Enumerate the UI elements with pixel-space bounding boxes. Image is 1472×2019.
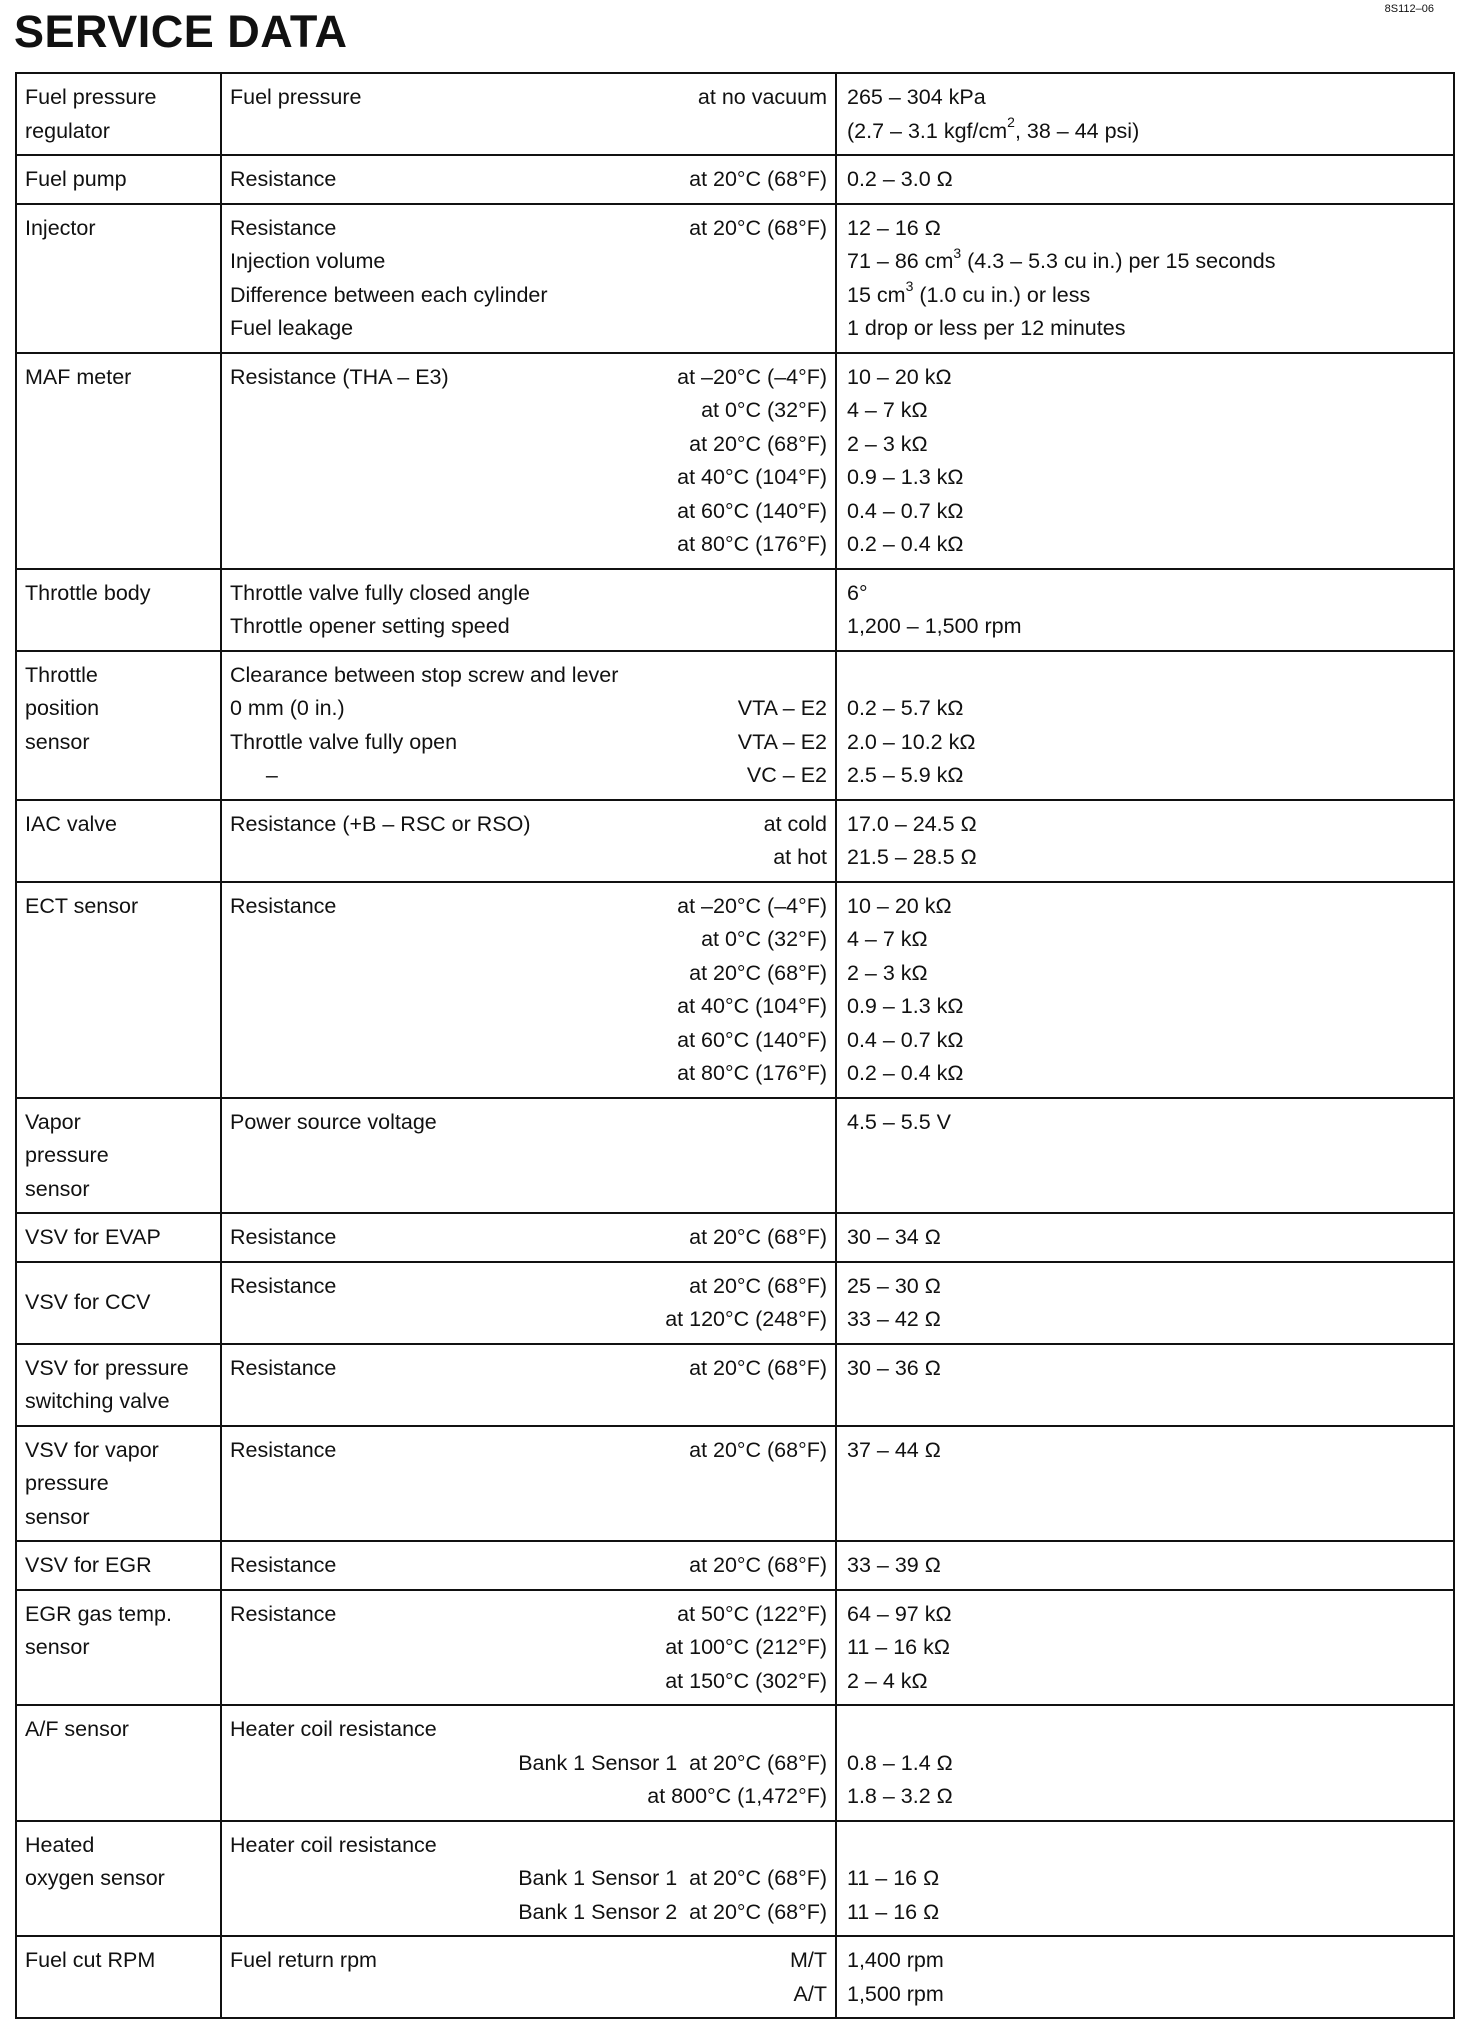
spec-value-superscript: 2: [1007, 114, 1015, 131]
value-cell: [836, 569, 1454, 651]
spec-value: 0.2 – 0.4 kΩ: [847, 1061, 964, 1085]
spec-value: [847, 245, 1445, 279]
spec-line: [230, 692, 827, 726]
component-name: VSV for CCV: [25, 1290, 151, 1315]
spec-line: [230, 81, 827, 115]
table-row: [16, 1262, 1454, 1344]
spec-value: 0.4 – 0.7 kΩ: [847, 1027, 964, 1052]
spec-value: 6°: [847, 580, 868, 605]
table-row: [16, 73, 1454, 155]
spec-value: [847, 279, 1445, 313]
spec-value-part: (1.0 cu in.) or less: [913, 282, 1091, 307]
component-name: sensor: [25, 1176, 90, 1201]
spec-line: [230, 245, 827, 279]
spec-condition: at 80°C (176°F): [677, 1061, 827, 1085]
spec-item: Throttle valve fully open: [230, 729, 458, 754]
spec-line: [230, 528, 827, 562]
spec-item: Heater coil resistance: [230, 1832, 437, 1857]
table-row: [16, 1821, 1454, 1937]
value-cell: [836, 353, 1454, 569]
spec-value: 33 – 39 Ω: [847, 1553, 941, 1577]
spec-line: [230, 361, 827, 395]
spec-condition: at 60°C (140°F): [677, 1027, 827, 1052]
spec-line: [230, 1221, 827, 1255]
spec-value-part: 71 – 86 cm: [847, 249, 954, 273]
component-name: Injector: [25, 215, 96, 240]
spec-condition: at 20°C (68°F): [689, 1553, 827, 1577]
spec-line: [230, 1303, 827, 1337]
component-cell: [16, 882, 221, 1098]
value-cell: [836, 1213, 1454, 1262]
spec-line: [230, 841, 827, 875]
component-name: MAF meter: [25, 364, 132, 389]
spec-item: Clearance between stop screw and lever: [230, 662, 619, 687]
spec-line: [230, 1713, 827, 1747]
spec-value-part: (2.7 – 3.1 kgf/cm: [847, 118, 1008, 143]
table-row: [16, 204, 1454, 353]
component-name: Throttle body: [25, 580, 151, 605]
component-name: Heated: [25, 1832, 95, 1857]
specification-cell: [221, 1821, 836, 1937]
specification-cell: [221, 800, 836, 882]
component-name: A/F sensor: [25, 1717, 129, 1741]
table-row: [16, 1705, 1454, 1821]
component-name: pressure: [25, 1143, 109, 1167]
spec-value: 1,200 – 1,500 rpm: [847, 614, 1022, 638]
spec-item: Resistance: [230, 215, 337, 240]
spec-line: [230, 163, 827, 197]
spec-value: 10 – 20 kΩ: [847, 364, 952, 389]
spec-line: [230, 1270, 827, 1304]
specification-cell: [221, 73, 836, 155]
component-name: Throttle: [25, 662, 98, 687]
spec-value: 0.2 – 0.4 kΩ: [847, 532, 964, 556]
document-code: 8S112–06: [1384, 3, 1434, 15]
component-cell: [16, 73, 221, 155]
spec-line: [230, 1978, 827, 2012]
value-cell: [836, 1426, 1454, 1542]
spec-value: [847, 1385, 1445, 1419]
table-row: [16, 1213, 1454, 1262]
spec-condition: at no vacuum: [697, 85, 827, 109]
spec-condition: Bank 1 Sensor 1 at 20°C (68°F): [518, 1750, 827, 1775]
spec-line: [230, 312, 827, 346]
spec-item: Fuel return rpm: [230, 1948, 377, 1972]
spec-line: [230, 1944, 827, 1978]
specification-cell: [221, 204, 836, 353]
spec-value: 11 – 16 kΩ: [847, 1635, 950, 1659]
spec-value: 11 – 16 Ω: [847, 1866, 940, 1890]
spec-item: Resistance: [230, 1553, 337, 1577]
component-cell: [16, 1936, 221, 2018]
specification-cell: [221, 1590, 836, 1706]
component-name: sensor: [25, 1635, 90, 1659]
component-cell: [16, 1262, 221, 1344]
specification-cell: [221, 569, 836, 651]
spec-line: [230, 461, 827, 495]
spec-line: [230, 428, 827, 462]
spec-condition: A/T: [793, 1981, 827, 2006]
spec-line: [230, 1467, 827, 1501]
spec-condition: at 50°C (122°F): [677, 1601, 827, 1626]
value-cell: [836, 1541, 1454, 1590]
component-name: EGR gas temp.: [25, 1601, 172, 1626]
spec-value: 64 – 97 kΩ: [847, 1601, 952, 1626]
component-cell: [16, 1705, 221, 1821]
spec-line: [230, 1549, 827, 1583]
component-name: VSV for vapor: [25, 1437, 159, 1462]
spec-line: [230, 1631, 827, 1665]
specification-cell: [221, 1344, 836, 1426]
spec-value-part: (4.3 – 5.3 cu in.) per 15 seconds: [961, 249, 1276, 273]
spec-value: 1.8 – 3.2 Ω: [847, 1784, 953, 1808]
spec-value: 265 – 304 kPa: [847, 85, 986, 109]
page-title: SERVICE DATA: [14, 6, 348, 57]
component-cell: [16, 1426, 221, 1542]
spec-line: [230, 279, 827, 313]
spec-item: Resistance: [230, 1273, 337, 1298]
value-cell: [836, 882, 1454, 1098]
specification-cell: [221, 1936, 836, 2018]
spec-item: Injection volume: [230, 249, 386, 273]
spec-item: Resistance (THA – E3): [230, 364, 449, 389]
spec-condition: at cold: [763, 811, 827, 836]
spec-line: [230, 1434, 827, 1468]
specification-cell: [221, 651, 836, 800]
spec-value: [847, 115, 1445, 149]
component-cell: [16, 1344, 221, 1426]
table-row: [16, 882, 1454, 1098]
spec-line: [230, 1106, 827, 1140]
spec-condition: at 20°C (68°F): [689, 1225, 827, 1249]
spec-value: [847, 1173, 1445, 1207]
value-cell: [836, 1344, 1454, 1426]
spec-value: 2.0 – 10.2 kΩ: [847, 729, 976, 754]
specification-cell: [221, 353, 836, 569]
component-cell: [16, 1590, 221, 1706]
component-name: VSV for EVAP: [25, 1225, 161, 1249]
spec-value: 2.5 – 5.9 kΩ: [847, 763, 964, 787]
spec-condition: at 60°C (140°F): [677, 498, 827, 523]
spec-line: [230, 1139, 827, 1173]
spec-line: [230, 1173, 827, 1207]
spec-line: [230, 1747, 827, 1781]
spec-value: 30 – 34 Ω: [847, 1225, 941, 1249]
spec-value: [847, 1139, 1445, 1173]
spec-value: 2 – 4 kΩ: [847, 1668, 928, 1693]
spec-value: 0.2 – 3.0 Ω: [847, 167, 953, 191]
spec-condition: at 40°C (104°F): [677, 465, 827, 489]
table-row: [16, 1098, 1454, 1214]
spec-value: 0.4 – 0.7 kΩ: [847, 498, 964, 523]
spec-value: [847, 659, 1445, 693]
spec-condition: at 40°C (104°F): [677, 994, 827, 1018]
spec-value: 25 – 30 Ω: [847, 1273, 941, 1298]
spec-condition: at 20°C (68°F): [689, 1437, 827, 1462]
spec-item: Power source voltage: [230, 1109, 437, 1134]
spec-value: 30 – 36 Ω: [847, 1355, 941, 1380]
spec-line: [230, 1385, 827, 1419]
spec-line: [230, 659, 827, 693]
spec-line: [230, 394, 827, 428]
spec-item: Throttle opener setting speed: [230, 614, 510, 638]
spec-condition: at 0°C (32°F): [701, 927, 827, 951]
spec-condition: at 20°C (68°F): [689, 1273, 827, 1298]
spec-line: [230, 1501, 827, 1535]
spec-item: –: [230, 763, 278, 787]
table-row: [16, 800, 1454, 882]
specification-cell: [221, 1098, 836, 1214]
component-name: oxygen sensor: [25, 1866, 165, 1890]
spec-value: 2 – 3 kΩ: [847, 431, 928, 456]
spec-condition: M/T: [789, 1948, 827, 1972]
value-cell: [836, 1262, 1454, 1344]
table-row: [16, 1426, 1454, 1542]
spec-line: [230, 890, 827, 924]
spec-condition: at 120°C (248°F): [665, 1307, 827, 1331]
spec-value: [847, 1713, 1445, 1747]
component-cell: [16, 569, 221, 651]
component-name: pressure: [25, 1471, 109, 1495]
component-cell: [16, 204, 221, 353]
spec-condition: at 800°C (1,472°F): [647, 1784, 827, 1808]
table-row: [16, 353, 1454, 569]
value-cell: [836, 73, 1454, 155]
spec-condition: at 20°C (68°F): [689, 960, 827, 985]
spec-condition: at 20°C (68°F): [689, 1355, 827, 1380]
value-cell: [836, 800, 1454, 882]
specification-cell: [221, 155, 836, 204]
spec-condition: at 150°C (302°F): [665, 1668, 827, 1693]
component-name: Fuel cut RPM: [25, 1948, 156, 1972]
component-cell: [16, 1821, 221, 1937]
spec-item: 0 mm (0 in.): [230, 696, 345, 720]
spec-value: [847, 1501, 1445, 1535]
spec-line: [230, 990, 827, 1024]
spec-item: Difference between each cylinder: [230, 282, 548, 307]
spec-value-superscript: 3: [905, 278, 914, 295]
spec-line: [230, 808, 827, 842]
value-cell: [836, 1821, 1454, 1937]
spec-value-part: , 38 – 44 psi): [1014, 118, 1140, 143]
service-data-body: [16, 73, 1454, 2018]
spec-item: Resistance: [230, 1225, 337, 1249]
spec-condition: at –20°C (–4°F): [677, 364, 827, 389]
spec-value: 10 – 20 kΩ: [847, 893, 952, 918]
spec-line: [230, 1896, 827, 1930]
spec-line: [230, 1829, 827, 1863]
specification-cell: [221, 1262, 836, 1344]
value-cell: [836, 204, 1454, 353]
spec-value: 0.2 – 5.7 kΩ: [847, 696, 964, 720]
value-cell: [836, 1936, 1454, 2018]
spec-line: [230, 1862, 827, 1896]
component-name: Fuel pressure: [25, 85, 157, 109]
value-cell: [836, 155, 1454, 204]
spec-line: [230, 610, 827, 644]
spec-item: Fuel pressure: [230, 85, 362, 109]
table-row: [16, 1936, 1454, 2018]
specification-cell: [221, 1705, 836, 1821]
spec-value: 1,500 rpm: [847, 1981, 944, 2006]
component-name: Fuel pump: [25, 167, 127, 191]
component-name: sensor: [25, 1504, 90, 1529]
spec-condition: VTA – E2: [737, 729, 827, 754]
service-data-table: [15, 72, 1455, 2019]
spec-condition: at 20°C (68°F): [689, 167, 827, 191]
spec-item: Resistance: [230, 1355, 337, 1380]
spec-item: Heater coil resistance: [230, 1717, 437, 1741]
component-cell: [16, 1541, 221, 1590]
component-name: position: [25, 696, 100, 720]
specification-cell: [221, 1426, 836, 1542]
component-name: VSV for EGR: [25, 1553, 152, 1577]
specification-cell: [221, 882, 836, 1098]
spec-value: 1,400 rpm: [847, 1948, 944, 1972]
component-cell: [16, 353, 221, 569]
spec-condition: at hot: [773, 845, 827, 869]
spec-line: [230, 115, 827, 149]
spec-value: 0.8 – 1.4 Ω: [847, 1750, 953, 1775]
spec-condition: at 20°C (68°F): [689, 215, 827, 240]
component-name: Vapor: [25, 1109, 81, 1134]
spec-value: [847, 1829, 1445, 1863]
component-name: switching valve: [25, 1389, 170, 1413]
component-name: sensor: [25, 729, 90, 754]
spec-value: 11 – 16 Ω: [847, 1899, 940, 1924]
component-cell: [16, 651, 221, 800]
spec-condition: at 100°C (212°F): [665, 1635, 827, 1659]
spec-line: [230, 1598, 827, 1632]
spec-value-superscript: 3: [953, 244, 962, 261]
value-cell: [836, 1590, 1454, 1706]
spec-line: [230, 923, 827, 957]
spec-line: [230, 1057, 827, 1091]
spec-line: [230, 1024, 827, 1058]
table-row: [16, 1344, 1454, 1426]
spec-value: 33 – 42 Ω: [847, 1307, 941, 1331]
spec-value: 4.5 – 5.5 V: [847, 1109, 951, 1134]
spec-value: 1 drop or less per 12 minutes: [847, 316, 1126, 340]
spec-value: [847, 1467, 1445, 1501]
spec-condition: VTA – E2: [737, 696, 827, 720]
spec-condition: VC – E2: [746, 763, 827, 787]
spec-item: Resistance: [230, 893, 337, 918]
table-row: [16, 1590, 1454, 1706]
spec-line: [230, 212, 827, 246]
specification-cell: [221, 1213, 836, 1262]
spec-value: 0.9 – 1.3 kΩ: [847, 465, 964, 489]
table-row: [16, 569, 1454, 651]
value-cell: [836, 1098, 1454, 1214]
spec-condition: Bank 1 Sensor 2 at 20°C (68°F): [518, 1899, 827, 1924]
spec-line: [230, 1665, 827, 1699]
component-name: IAC valve: [25, 811, 118, 836]
spec-value-part: 15 cm: [847, 282, 906, 307]
spec-value: 12 – 16 Ω: [847, 215, 941, 240]
spec-condition: at 0°C (32°F): [701, 398, 827, 422]
spec-item: Throttle valve fully closed angle: [230, 580, 530, 605]
spec-value: 2 – 3 kΩ: [847, 960, 928, 985]
spec-condition: Bank 1 Sensor 1 at 20°C (68°F): [518, 1866, 827, 1890]
spec-line: [230, 726, 827, 760]
spec-value: 4 – 7 kΩ: [847, 398, 928, 422]
spec-line: [230, 495, 827, 529]
spec-condition: at 80°C (176°F): [677, 532, 827, 556]
component-cell: [16, 800, 221, 882]
spec-item: Resistance (+B – RSC or RSO): [230, 811, 531, 836]
spec-value: 37 – 44 Ω: [847, 1437, 941, 1462]
table-row: [16, 1541, 1454, 1590]
spec-line: [230, 577, 827, 611]
component-cell: [16, 155, 221, 204]
table-row: [16, 651, 1454, 800]
spec-value: 4 – 7 kΩ: [847, 927, 928, 951]
spec-line: [230, 1780, 827, 1814]
spec-line: [230, 957, 827, 991]
component-name: VSV for pressure: [25, 1355, 189, 1380]
spec-item: Resistance: [230, 1601, 337, 1626]
spec-line: [230, 759, 827, 793]
component-cell: [16, 1098, 221, 1214]
spec-value: 21.5 – 28.5 Ω: [847, 845, 977, 869]
value-cell: [836, 651, 1454, 800]
spec-item: Resistance: [230, 167, 337, 191]
component-cell: [16, 1213, 221, 1262]
spec-value: 0.9 – 1.3 kΩ: [847, 994, 964, 1018]
spec-value: 17.0 – 24.5 Ω: [847, 811, 977, 836]
component-name: regulator: [25, 118, 110, 143]
spec-condition: at 20°C (68°F): [689, 431, 827, 456]
spec-item: Resistance: [230, 1437, 337, 1462]
spec-condition: at –20°C (–4°F): [677, 893, 827, 918]
value-cell: [836, 1705, 1454, 1821]
component-name: ECT sensor: [25, 893, 139, 918]
spec-item: Fuel leakage: [230, 316, 354, 340]
specification-cell: [221, 1541, 836, 1590]
spec-line: [230, 1352, 827, 1386]
table-row: [16, 155, 1454, 204]
